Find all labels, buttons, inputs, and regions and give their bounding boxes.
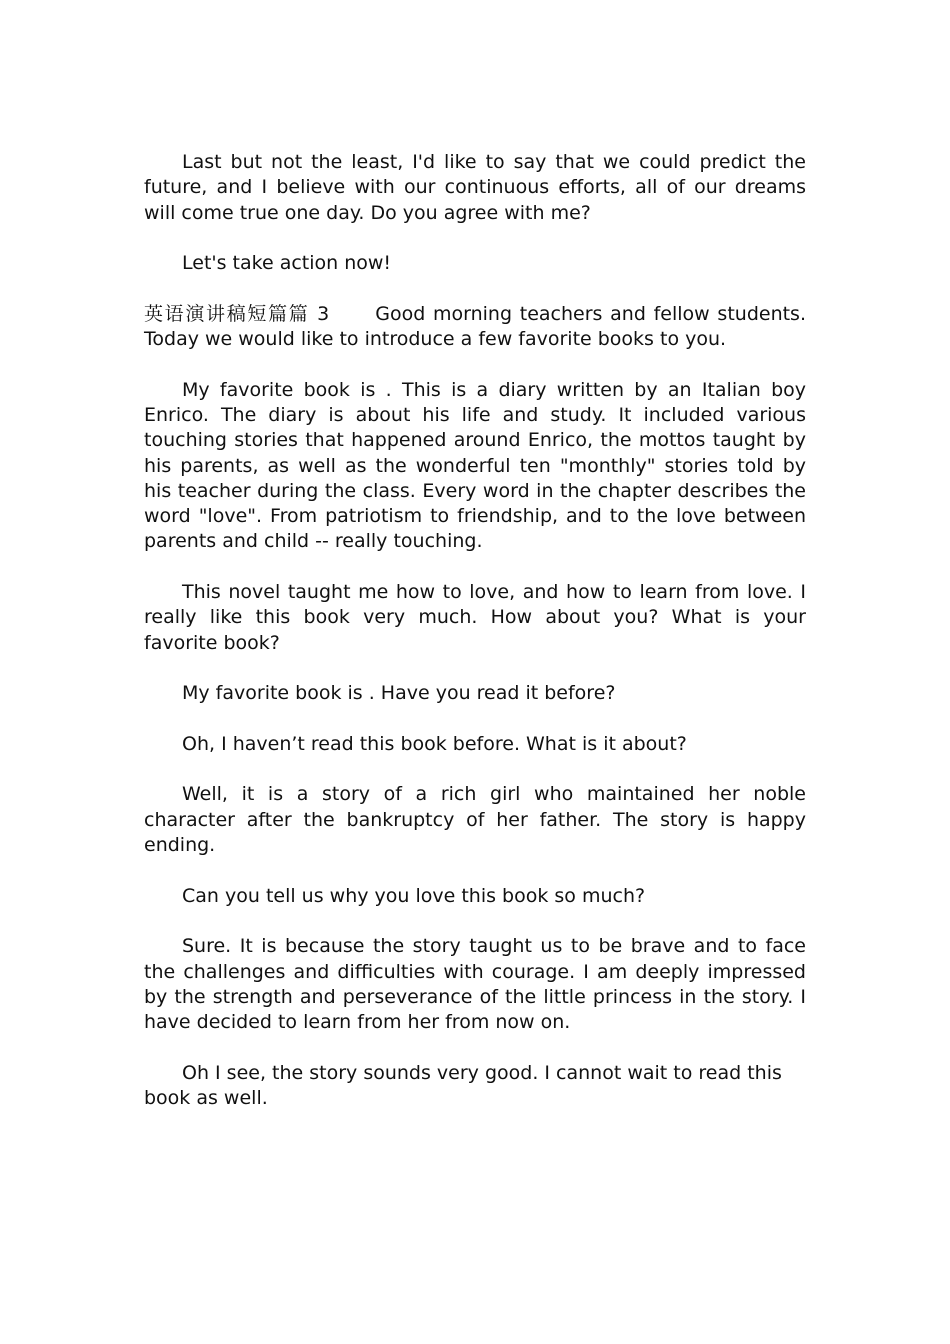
- document-page: [144, 150, 806, 1137]
- section-heading-line: [144, 302, 806, 353]
- paragraph-call-to-action: Let's take action now!: [182, 252, 392, 275]
- paragraph-why-love: Can you tell us why you love this book so much?: [182, 884, 646, 907]
- paragraph-novel-taught: This novel taught me how to love, and how to learn from love. I really like this book very much. How about you? What is your favorite book?: [144, 581, 806, 654]
- paragraph-favorite-book-diary: My favorite book is . This is a diary written by an Italian boy Enrico. The diary is about his life and study. It included various touching stories that happened around Enrico, the mottos taught by his parents, as well as the wonderful ten "monthly" stories told by his teacher during the class. Every word in the chapter describes the word "love". From patriotism to friendship, and to the love between parents and child -- really touching.: [144, 378, 806, 553]
- paragraph-brave-story: Sure. It is because the story taught us to be brave and to face the challenges and difficulties with courage. I am deeply impressed by the strength and perseverance of the little princess in the story. I have decided to learn from her from now on.: [144, 935, 806, 1034]
- paragraph-cannot-wait: Oh I see, the story sounds very good. I cannot wait to read this book as well.: [144, 1061, 782, 1109]
- section-heading: 英语演讲稿短篇篇 3: [144, 302, 330, 325]
- paragraph-rich-girl-story: Well, it is a story of a rich girl who maintained her noble character after the bankruptcy of her father. The story is happy ending.: [144, 783, 806, 857]
- section-intro: Good morning teachers and fellow students. Today we would like to introduce a few favorite books to you.: [144, 302, 806, 351]
- paragraph-havent-read: Oh, I haven’t read this book before. What is it about?: [182, 732, 687, 755]
- paragraph-favorite-book-question: My favorite book is . Have you read it before?: [182, 682, 616, 705]
- paragraph-conclusion: Last but not the least, I'd like to say that we could predict the future, and I believe with our continuous efforts, all of our dreams will come true one day. Do you agree with me?: [144, 151, 806, 224]
